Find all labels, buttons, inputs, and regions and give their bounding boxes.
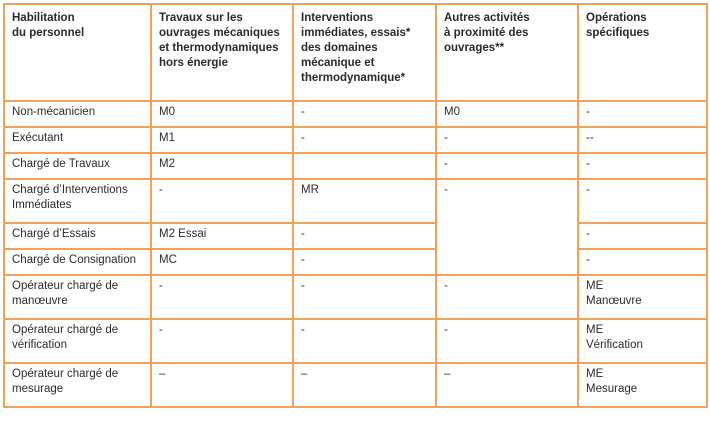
table-row (4, 127, 707, 153)
cell-autres: - (436, 153, 578, 179)
cell-travaux: M0 (151, 101, 293, 127)
cell-autres: - (436, 275, 578, 319)
cell-operations: - (578, 101, 707, 127)
cell-travaux: - (151, 179, 293, 223)
cell-autres: M0 (436, 101, 578, 127)
header-interventions: Interventions immédiates, essais* des domaines mécanique et thermodynamique* (293, 4, 436, 101)
cell-travaux: - (151, 275, 293, 319)
cell-operations: - (578, 153, 707, 179)
cell-operations: -- (578, 127, 707, 153)
cell-interventions (293, 153, 436, 179)
cell-interventions: MR (293, 179, 436, 223)
header-autres: Autres activités à proximité des ouvrages** (436, 4, 578, 101)
header-habilitation: Habilitation du personnel (4, 4, 151, 101)
header-row (4, 4, 707, 101)
row-label: Opérateur chargé de mesurage (4, 363, 151, 407)
row-label: Chargé d’Interventions Immédiates (4, 179, 151, 223)
cell-travaux: M1 (151, 127, 293, 153)
row-label: Chargé d’Essais (4, 223, 151, 249)
row-label: Non-mécanicien (4, 101, 151, 127)
cell-interventions: - (293, 275, 436, 319)
cell-travaux: M2 Essai (151, 223, 293, 249)
table-row (4, 249, 707, 275)
header-travaux: Travaux sur les ouvrages mécaniques et thermodynamiques hors énergie (151, 4, 293, 101)
cell-interventions: - (293, 223, 436, 249)
header-operations: Opérations spécifiques (578, 4, 707, 101)
row-label: Opérateur chargé de vérification (4, 319, 151, 363)
cell-operations: - (578, 223, 707, 249)
habilitation-table-container (3, 3, 708, 408)
row-label: Exécutant (4, 127, 151, 153)
row-label: Opérateur chargé de manœuvre (4, 275, 151, 319)
cell-interventions: - (293, 127, 436, 153)
cell-operations: - (578, 179, 707, 223)
row-label: Chargé de Consignation (4, 249, 151, 275)
table-row (4, 363, 707, 407)
row-label: Chargé de Travaux (4, 153, 151, 179)
table-row (4, 319, 707, 363)
cell-operations: - (578, 249, 707, 275)
cell-operations: ME Manœuvre (578, 275, 707, 319)
cell-autres: - (436, 319, 578, 363)
table-row (4, 275, 707, 319)
cell-interventions: - (293, 101, 436, 127)
cell-travaux: MC (151, 249, 293, 275)
cell-travaux: M2 (151, 153, 293, 179)
habilitation-table (3, 3, 708, 408)
cell-travaux: - (151, 319, 293, 363)
table-row (4, 179, 707, 223)
cell-autres: - (436, 127, 578, 153)
cell-interventions: – (293, 363, 436, 407)
cell-travaux: – (151, 363, 293, 407)
cell-interventions: - (293, 249, 436, 275)
cell-operations: ME Mesurage (578, 363, 707, 407)
cell-interventions: - (293, 319, 436, 363)
cell-autres: – (436, 363, 578, 407)
table-row (4, 153, 707, 179)
table-row (4, 101, 707, 127)
cell-operations: ME Vérification (578, 319, 707, 363)
cell-autres: - (436, 179, 578, 275)
table-row (4, 223, 707, 249)
